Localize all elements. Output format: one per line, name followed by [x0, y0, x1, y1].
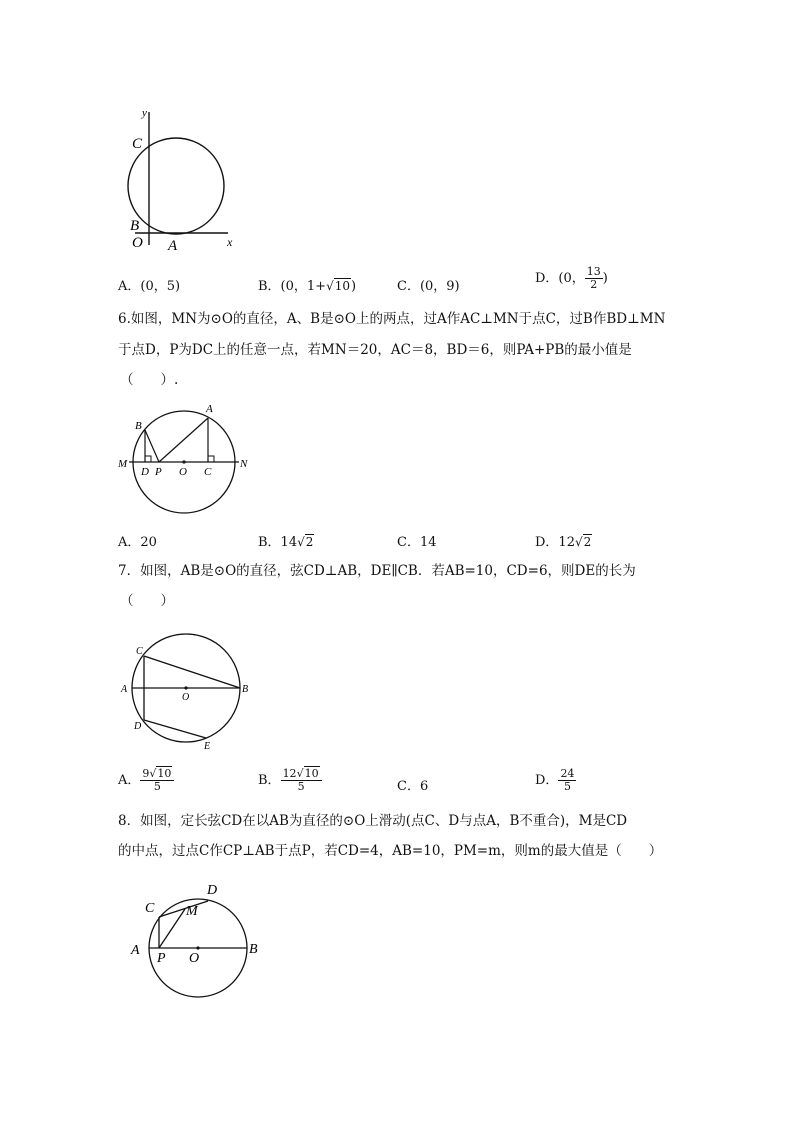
q7-option-a-denominator: 5 — [153, 780, 161, 793]
q8-label-o: O — [189, 951, 200, 966]
q7-text-line-2: （ ） — [120, 593, 174, 609]
q5-label-o: O — [132, 235, 143, 251]
q7-label-d: D — [134, 721, 142, 732]
q5-option-b-radicand: 10 — [334, 279, 350, 293]
q6-option-b-sqrt: √2 — [297, 535, 314, 549]
q5-option-b-prefix: B．(0，1+ — [258, 279, 327, 294]
q5-option-d-fraction — [585, 266, 603, 291]
q7-option-d-prefix: D． — [535, 773, 559, 788]
q5-label-a: A — [168, 238, 178, 254]
q5-option-d-prefix: D．(0， — [535, 271, 585, 286]
q6-option-d — [535, 531, 592, 550]
q6-label-c: C — [204, 466, 212, 478]
q6-text-line-1: 6.如图，MN为⊙O的直径，A、B是⊙O上的两点，过A作AC⊥MN于点C，过B作BD⊥MN — [118, 311, 666, 327]
q8-segment-pm — [159, 909, 185, 948]
q8-label-c: C — [145, 901, 155, 916]
q7-label-a: A — [121, 684, 128, 695]
q7-option-b-radicand: 10 — [304, 767, 319, 780]
q5-label-c: C — [132, 136, 143, 152]
q7-option-a-fraction — [140, 768, 174, 793]
q8-chord-cd — [159, 901, 208, 917]
q6-option-a: A．20 — [118, 535, 157, 550]
q5-option-b-suffix: ) — [351, 279, 357, 294]
q7-label-c: C — [136, 646, 143, 657]
q6-figure — [115, 400, 265, 510]
q6-option-d-sqrt: √2 — [574, 535, 592, 549]
q7-chord-de — [144, 720, 206, 738]
q8-figure — [125, 878, 275, 1008]
q6-label-m: M — [118, 458, 128, 470]
q8-label-m: M — [186, 904, 198, 919]
q7-option-b-numerator: 12√10 — [281, 768, 322, 781]
q7-option-b-fraction — [281, 768, 322, 793]
q7-option-a-coefficient: 9 — [142, 767, 150, 780]
q7-option-a-prefix: A． — [118, 773, 141, 788]
q5-label-b: B — [130, 218, 140, 234]
q6-segment-pa — [159, 418, 208, 462]
q6-right-angle-c — [208, 456, 214, 462]
q7-option-c: C．6 — [397, 779, 429, 794]
q5-option-b — [258, 275, 356, 294]
q7-option-a — [118, 768, 174, 793]
q6-option-c: C．14 — [397, 535, 437, 550]
q7-label-o: O — [182, 692, 190, 703]
q8-label-a: A — [131, 943, 140, 958]
q7-option-d-denominator: 5 — [563, 780, 571, 793]
q6-option-b-radicand: 2 — [305, 535, 314, 549]
q6-segment-bp — [145, 430, 159, 462]
q7-option-d — [535, 768, 576, 793]
q7-chord-cb — [144, 656, 240, 688]
q7-option-b — [258, 768, 322, 793]
q5-circle — [128, 138, 224, 234]
q7-option-a-numerator: 9√10 — [140, 768, 174, 781]
q6-label-d: D — [141, 466, 149, 478]
q7-option-b-denominator: 5 — [297, 780, 305, 793]
q6-label-b: B — [135, 420, 142, 432]
q5-option-d-denominator: 2 — [590, 278, 598, 291]
q7-label-b: B — [242, 684, 249, 695]
q6-option-d-radicand: 2 — [583, 535, 592, 549]
q5-option-c: C．(0，9) — [397, 279, 460, 294]
q6-label-n: N — [240, 458, 248, 470]
q8-label-b: B — [249, 942, 258, 957]
q7-option-b-prefix: B． — [258, 773, 281, 788]
q6-text-line-2: 于点D，P为DC上的任意一点，若MN＝20，AC＝8，BD＝6，则PA+PB的最小值是 — [118, 342, 632, 358]
q5-figure — [110, 100, 250, 260]
q7-figure — [115, 630, 265, 755]
q6-option-b — [258, 531, 314, 550]
q5-label-x: x — [227, 235, 233, 249]
q6-option-d-prefix: D．12 — [535, 535, 575, 550]
q5-label-y: y — [142, 107, 147, 119]
q7-option-d-fraction — [558, 768, 576, 793]
q7-option-a-radicand: 10 — [157, 767, 172, 780]
q6-label-a: A — [206, 403, 213, 415]
q7-option-d-numerator: 24 — [560, 767, 575, 780]
q8-center-o — [196, 946, 199, 949]
q8-text-line-1: 8．如图，定长弦CD在以AB为直径的⊙O上滑动(点C、D与点A，B不重合)，M是CD — [118, 813, 628, 829]
q6-right-angle-d — [145, 456, 151, 462]
q5-option-a: A．(0，5) — [118, 279, 181, 294]
q7-text-line-1: 7．如图，AB是⊙O的直径，弦CD⊥AB，DE∥CB．若AB=10，CD=6，则DE的长为 — [118, 563, 636, 579]
q5-option-b-sqrt: √10 — [326, 279, 350, 293]
q6-option-b-prefix: B．14 — [258, 535, 298, 550]
q8-label-p: P — [157, 951, 166, 966]
q6-label-p: P — [155, 466, 162, 478]
q5-option-d-suffix: ) — [602, 271, 608, 286]
q6-center-o — [182, 460, 185, 463]
q7-label-e: E — [204, 741, 211, 752]
q7-option-b-coefficient: 12 — [282, 767, 297, 780]
q6-label-o: O — [179, 466, 187, 478]
q5-option-d — [535, 266, 608, 291]
q7-center-o — [184, 686, 187, 689]
q5-option-d-numerator: 13 — [586, 265, 601, 278]
q8-label-d: D — [207, 883, 218, 898]
q8-text-line-2: 的中点，过点C作CP⊥AB于点P，若CD=4，AB=10，PM=m，则m的最大值是（ ） — [118, 843, 663, 859]
q6-text-line-3: （ ）. — [120, 372, 179, 388]
